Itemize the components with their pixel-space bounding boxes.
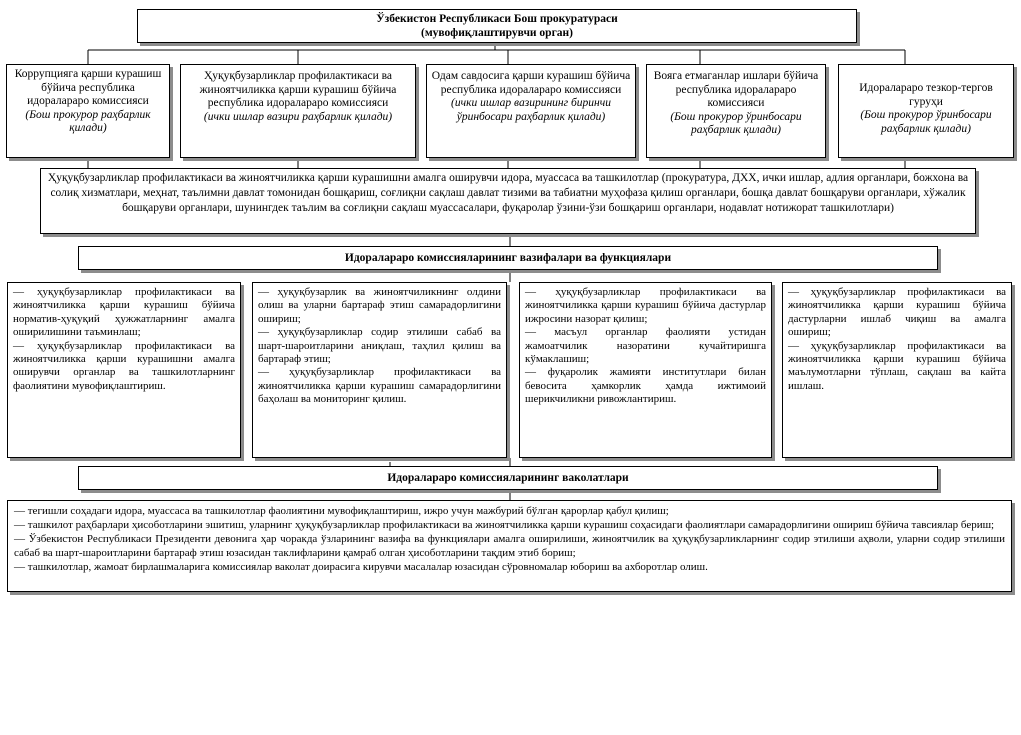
powers-header-label: Идоралараро комиссияларининг ваколатлари [387,472,629,484]
commission-crime-prevention [180,64,416,158]
commission-corruption [6,64,170,158]
function-item: — масъул органлар фаолияти устидан жамоатчилик назоратини кучайтиришга кўмаклашиш; [525,326,766,366]
function-item: — фуқаролик жамияти институтлари билан бевосита ҳамкорлик ҳамда ижтимоий шерикчиликни ривожлантириш. [525,366,766,406]
power-item: — ташкилотлар, жамоат бирлашмаларига комиссиялар ваколат доирасига кирувчи масалалар юзасидан сўровномалар юбориш ва ахборотлар олиш. [14,561,708,573]
commission-lead: (Бош прокурор ўринбосари раҳбарлик қилади) [670,110,802,136]
commission-minors [646,64,826,158]
agencies-text: Ҳуқуқбузарликлар профилактикаси ва жиноятчиликка қарши курашишни амалга оширувчи идора, муассаса ва ташкилотлар (прокуратура, ДХХ, ички ишлар, адлия органлари, божхона ва солиқ хизматлари, меҳнат, таълимни давлат томонидан бошқариш, соғлиқни сақлаш давлат тизими ва табиатни муҳофаза қилиш органлари, бошқа давлат бошқаруви органлари, хўжалик бошқаруви органлари, шунингдек таълим ва соғлиқни сақлаш муассасалари, фуқаролар ўзини-ўзи бошқариш органлари, нодавлат нотижорат ташкилотлари) [47,172,969,214]
powers-header [78,466,938,490]
commission-lead: (ички ишлар вазири раҳбарлик қилади) [203,110,393,123]
power-item: — тегишли соҳадаги идора, муассаса ва ташкилотлар фаолиятини мувофиқлаштириш, ижро учун мажбурий бўлган қарорлар қабул қилиш; [14,505,669,517]
functions-column-4 [782,282,1012,458]
commission-name: Вояга етмаганлар ишлари бўйича республика идоралараро комиссияси [653,70,819,109]
function-item: — ҳуқуқбузарлик ва жиноятчиликнинг олдини олиш ва уларни бартараф этиш самарадорлигини ошириш; [258,286,501,325]
prosecutor-office-box [137,9,857,43]
functions-column-2 [252,282,507,458]
prosecutor-office-subtitle: (мувофиқлаштирувчи орган) [420,26,573,39]
powers-box [7,500,1012,592]
agencies-box [40,168,976,234]
commission-lead: (Бош прокурор раҳбарлик қилади) [25,108,151,134]
power-item: — ташкилот раҳбарлари ҳисоботларини эшитиш, уларнинг ҳуқуқбузарликлар профилактикаси ва жиноятчиликка қарши курашиш соҳасидаги фаолиятлари самарадорлигини ошириш бўйича тавсиялар бериш; [14,519,995,531]
commission-lead: (ички ишлар вазирининг биринчи ўринбосари раҳбарлик қилади) [451,97,611,123]
commission-name: Идоралараро тезкор-тергов гуруҳи [859,82,993,108]
function-item: — ҳуқуқбузарликлар профилактикаси ва жиноятчиликка қарши курашиш бўйича маълумотларни тўплаш, сақлаш ва кайта ишлаш. [788,339,1006,392]
functions-header-label: Идоралараро комиссияларининг вазифалари ва функциялари [344,252,672,264]
functions-column-1 [7,282,241,458]
functions-header [78,246,938,270]
function-item: — ҳуқуқбузарликлар профилактикаси ва жиноятчиликка қарши курашиш бўйича норматив-ҳуқуқий ҳужжатларнинг амалга оширилишини таъминлаш; [13,286,235,339]
function-item: — ҳуқуқбузарликлар профилактикаси ва жиноятчиликка қарши курашишни амалга оширувчи органлар ва ташкилотларнинг фаолиятини мувофиқлаштириш. [13,339,235,392]
commission-lead: (Бош прокурор ўринбосари раҳбарлик қилади) [860,109,992,135]
commission-name: Одам савдосига қарши курашиш бўйича республика идоралараро комиссияси [431,70,631,96]
function-item: — ҳуқуқбузарликлар содир этилиши сабаб ва шарт-шароитларини аниқлаш, таҳлил қилиш ва бартараф этиш; [258,326,501,366]
power-item: — Ўзбекистон Республикаси Президенти девонига ҳар чоракда ўзларининг вазифа ва функциялари амалга оширилиши, жиноятчилик ва ҳуқуқбузарликларнинг содир этилиши аҳволи, уларни содир этилиши сабаб ва шарт-шароитларини бартараф этиш юзасидан таклифларини қамраб олган ҳисоботларини тақдим этиб бориш; [14,533,1005,559]
commission-name: Ҳуқуқбузарликлар профилактикаси ва жиноятчиликка қарши курашиш бўйича республика идоралараро комиссияси [199,70,397,109]
function-item: — ҳуқуқбузарликлар профилактикаси ва жиноятчиликка қарши курашиш бўйича дастурларни ишлаб чиқиш ва амалга ошириш; [788,286,1006,339]
commission-name: Коррупцияга қарши курашиш бўйича республика идоралараро комиссияси [14,68,162,107]
operational-investigation-group [838,64,1014,158]
commission-human-trafficking [426,64,636,158]
functions-column-3 [519,282,772,458]
prosecutor-office-title: Ўзбекистон Республикаси Бош прокуратураси [376,13,618,25]
function-item: — ҳуқуқбузарликлар профилактикаси ва жиноятчиликка қарши курашиш бўйича дастурлар ижросини назорат қилиш; [525,286,766,325]
function-item: — ҳуқуқбузарликлар профилактикаси ва жиноятчиликка қарши курашиш самарадорлигини баҳолаш ва мониторинг қилиш. [258,366,501,406]
